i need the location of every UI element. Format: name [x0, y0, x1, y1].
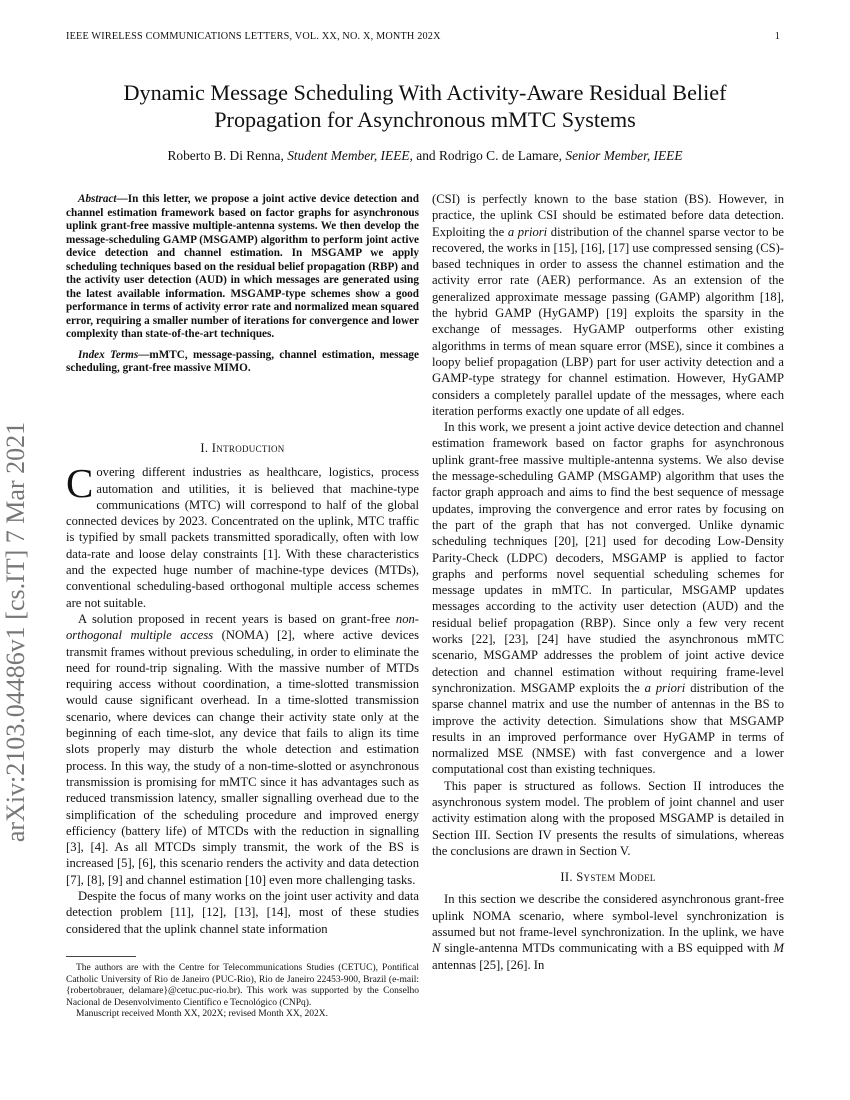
intro-paragraph-1-text: overing different industries as healthcare, logistics, process automation and utilities, it is believed that machine-type communications (MTC) will correspond to half of the global connected devices by 2023. Concentrated on the uplink, MTC traffic is typified by small packets transmitted sporadically, often with low data-rate and loose delay constraints [1]. With these characteristics and the expected huge number of machine-type devices (MTDs), conventional scheduling-based orthogonal multiple access schemes are not suitable.: [66, 465, 419, 610]
abstract-text: —In this letter, we propose a joint active device detection and channel estimation framework based on factor graphs for asynchronous uplink grant-free massive multiple-antenna systems. We then develop the message-scheduling GAMP (MSGAMP) algorithm to perform joint active device detection and channel estimation. In MSGAMP we apply scheduling techniques based on the residual belief propagation (RBP) and the activity user detection (AUD) in which messages are generated using the latest available information. MSGAMP-type schemes show a good performance in terms of activity error rate and normalized mean squared error, requiring a smaller number of iterations for convergence and lower complexity than state-of-the-art techniques.: [66, 193, 419, 340]
right-column: [432, 191, 784, 973]
index-terms: [66, 349, 419, 376]
symbol-m: M: [773, 941, 784, 956]
page-number: 1: [774, 31, 780, 42]
author-2-membership: Senior Member, IEEE: [565, 148, 683, 163]
right-paragraph-4: [432, 891, 784, 972]
rp4-b: single-antenna MTDs communicating with a BS equipped with: [440, 941, 774, 956]
index-terms-label: Index Terms: [78, 348, 139, 361]
section-number: II.: [560, 870, 573, 885]
footnote: [66, 963, 419, 1021]
right-paragraph-3: This paper is structured as follows. Section II introduces the asynchronous system model. The problem of joint channel and user activity estimation along with the proposed MSGAMP is detailed in Section III. Section IV presents the results of simulations, whereas the conclusions are drawn in Section V.: [432, 778, 784, 858]
abstract-label: Abstract: [78, 193, 117, 205]
rp2-italic: a priori: [644, 680, 686, 695]
arxiv-stamp[interactable]: arXiv:2103.04486v1 [cs.IT] 7 Mar 2021: [1, 421, 30, 843]
paper-title: Dynamic Message Scheduling With Activity-Aware Residual Belief Propagation for Asynchronous mMTC Systems: [123, 80, 727, 132]
intro-paragraph-3: Despite the focus of many works on the joint user activity and data detection problem [11], [12], [13], [14], most of these studies considered that the uplink channel state information: [66, 889, 419, 936]
drop-cap: C: [66, 460, 94, 507]
section-heading-system-model: [432, 869, 784, 885]
author-line: [60, 148, 790, 164]
rp4-a: In this section we describe the considered asynchronous grant-free uplink NOMA scenario, where symbol-level synchronization is assumed but not frame-level synchronization. In the uplink, we have: [432, 892, 784, 940]
section-heading-introduction: [66, 440, 419, 456]
journal-name: IEEE WIRELESS COMMUNICATIONS LETTERS, VOL. XX, NO. X, MONTH 202X: [66, 31, 441, 42]
footnote-manuscript: Manuscript received Month XX, 202X; revised Month XX, 202X.: [76, 1009, 328, 1020]
p2-italic: non-orthogonal multiple access: [66, 611, 419, 643]
abstract-paragraph: [66, 193, 419, 342]
index-terms-text: —mMTC, message-passing, channel estimation, message scheduling, grant-free massive MIMO.: [66, 348, 419, 374]
author-2: and Rodrigo C. de Lamare,: [416, 148, 563, 163]
author-1-membership: Student Member, IEEE,: [287, 148, 413, 163]
p2-text-b: (NOMA) [2], where active devices transmit frames without previous scheduling, in order to eliminate the need for round-trip signaling. With the massive number of MTDs requiring access without coordination, a time-slotted transmission would cause significant overhead. In a time-slotted transmission scenario, where devices can change their activity state only at the beginning of each time-slot, any device that fails to align its time slots properly may disturb the whole detection and estimation process. In this way, the study of a non-time-slotted or asynchronous transmission is promising for mMTC since it has advantages such as reduced transmission latency, smaller signalling overhead due to the simplification of the scheduling procedure and improved energy efficiency (battery life) of MTCDs with the reduction in signalling [3], [4]. As all MTCDs simply transmit, the work of the BS is increased [5], [6], this scenario renders the activity and data detection [7], [8], [9] and channel estimation [10] even more challenging tasks.: [66, 628, 419, 887]
intro-paragraph-2: [66, 611, 419, 888]
rp1-italic: a priori: [507, 224, 548, 239]
introduction-section: [66, 426, 419, 937]
section-number: I.: [200, 441, 209, 455]
footnote-rule: [66, 956, 136, 957]
rp2-b: distribution of the sparse channel matrix and use the number of antennas in the BS to improve the activity detection. Simulations show that MSGAMP results in an improved performance over HyGAMP in terms of normalized MSE (NMSE) with fast convergence and a lower computational cost than existing techniques.: [432, 680, 785, 777]
intro-paragraph-1: [66, 460, 419, 611]
p2-text-a: A solution proposed in recent years is based on grant-free: [78, 611, 396, 626]
rp1-a: (CSI) is perfectly known to the base station (BS). However, in practice, the uplink CSI should be estimated before data detection. Exploiting the: [432, 192, 784, 239]
footnote-affiliation: The authors are with the Centre for Telecommunications Studies (CETUC), Pontifical Catholic University of Rio de Janeiro (PUC-Rio), Rio de Janeiro 22453-900, Brazil (e-mail: {robertobrauer, delamare}@cetuc.puc-rio.br). This work was supported by the Conselho Nacional de Desenvolvimento Científico e Tecnológico (CNPq).: [66, 963, 419, 1008]
rp4-c: antennas [25], [26]. In: [432, 957, 545, 972]
right-paragraph-1: [432, 191, 784, 419]
right-paragraph-2: [432, 419, 784, 778]
section-title: Introduction: [211, 441, 285, 455]
symbol-n: N: [432, 941, 441, 956]
author-1: Roberto B. Di Renna,: [167, 148, 284, 163]
section-title: System Model: [576, 870, 656, 885]
rp2-a: In this work, we present a joint active device detection and channel estimation framework based on factor graphs for asynchronous uplink grant-free massive multiple-antenna systems. We also devise the message-scheduling GAMP (MSGAMP) algorithm that uses the factor graph approach and aims to find the best sequence of message updates, improving the convergence and error rates by focusing on the part of the graph that has not converged. Unlike dynamic scheduling techniques [20], [21] used for decoding Low-Density Parity-Check (LDPC) decoders, MSGAMP is applied to factor graphs and performs novel sequential scheduling schemes for message updates in mMTC. In particular, MSGAMP updates messages according to the activity user detection (AUD) and the residual belief propagation (RBP). Since only a few very recent works [22], [23], [24] have studied the asynchronous mMTC scenario, MSGAMP addresses the problem of joint active device detection and channel estimation without requiring frame-level synchronization. MSGAMP exploits the: [432, 420, 784, 695]
rp1-b: distribution of the channel sparse vector to be recovered, the works in [15], [16], [17] use compressed sensing (CS)-based techniques in order to assess the channel estimation and the activity error rate (AER) performance. As an extension of the generalized approximate message passing (GAMP) algorithm [18], the hybrid GAMP (HyGAMP) [19] exploits the sparsity in the exchange of messages. HyGAMP outperforms other existing algorithms in terms of mean square error (MSE), since it combines a loopy belief propagation (LBP) part for user activity detection and a GAMP-type strategy for channel estimation. However, HyGAMP considers a completely parallel update of the messages, where each iteration performs exactly one update of all edges.: [432, 224, 784, 418]
running-header: [66, 31, 780, 42]
abstract: [66, 193, 419, 376]
